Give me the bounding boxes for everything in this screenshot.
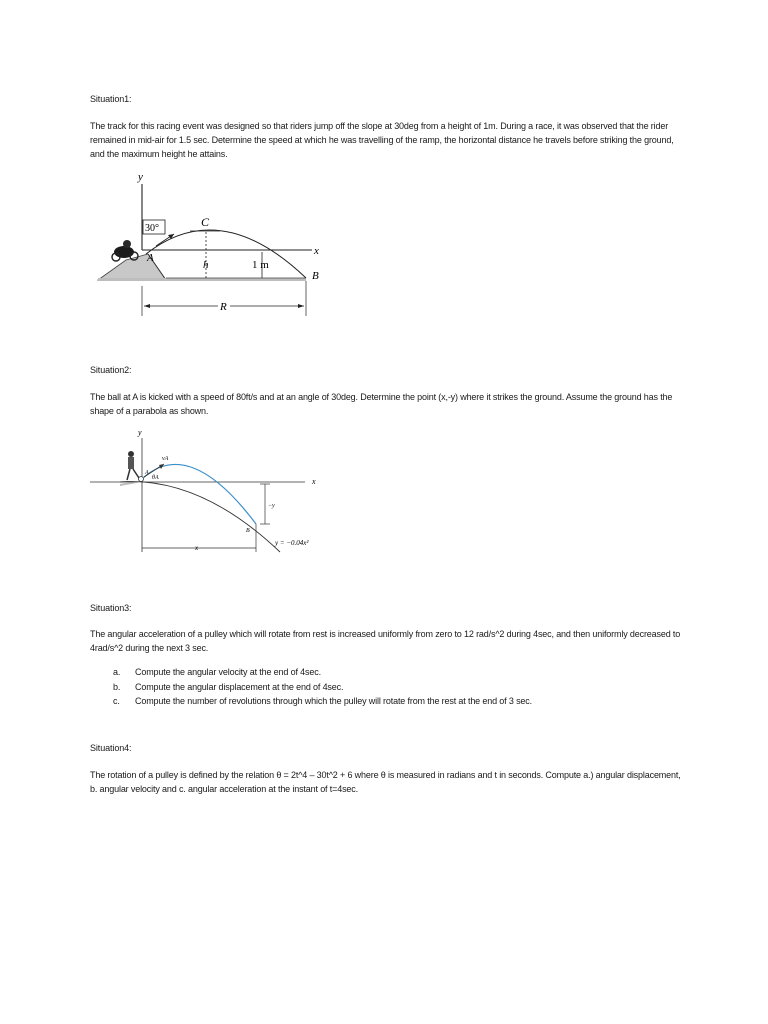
- list-marker: b.: [113, 681, 121, 692]
- fig1-h-label: h: [203, 259, 209, 271]
- fig2-eq-label: y = −0.04x²: [275, 539, 309, 547]
- fig1-c-label: C: [201, 215, 210, 229]
- figure-ramp-jump: [90, 168, 340, 318]
- list-item: [113, 694, 532, 709]
- list-marker: a.: [113, 667, 121, 677]
- ramp-slope: [98, 254, 166, 280]
- fig1-b-label: B: [312, 270, 319, 282]
- fig1-y-label: y: [138, 171, 143, 183]
- fig2-y-label: y: [138, 428, 142, 437]
- situation1-text: The track for this racing event was designed so that riders jump off the slope at 30deg from a height of 1m. During a race, it was observed that the rider remained in mid-air for 1.5 sec. Determine the speed at which he was travelling of the ramp, the horizontal distance he travels before striking the ground, and the maximum height he attains.: [90, 121, 674, 159]
- situation2-text: The ball at A is kicked with a speed of 80ft/s and at an angle of 30deg. Determine the point (x,-y) where it strikes the ground. Assume the ground has the shape of a parabola as shown.: [90, 392, 673, 416]
- list-text: Compute the angular velocity at the end of 4sec.: [135, 667, 321, 677]
- fig2-theta-label: θA: [152, 475, 159, 481]
- situation3-text: The angular acceleration of a pulley which will rotate from rest is increased uniformly from zero to 12 rad/s^2 during 4sec, and then uniformly decreased to 4rad/s^2 during the next 3 sec.: [90, 629, 681, 653]
- fig1-height-label: 1 m: [252, 259, 269, 271]
- fig1-a-label: A: [147, 252, 154, 264]
- fig2-v-label: vA: [162, 456, 169, 462]
- situation4-text: The rotation of a pulley is defined by the relation θ = 2t^4 – 30t^2 + 6 where θ is measured in radians and t in seconds. Compute a.) angular displacement, b. angular velocity and c. angular acceleration at the instant of t=4sec.: [90, 770, 681, 794]
- list-item: [113, 665, 532, 680]
- fig2-x-dim-label: x: [195, 544, 199, 552]
- fig2-x-label: x: [312, 477, 316, 486]
- situation3-heading: Situation3:: [90, 603, 132, 613]
- fig1-angle-label: 30°: [145, 223, 159, 234]
- situation4-heading: Situation4:: [90, 743, 132, 753]
- ball: [139, 477, 144, 482]
- situation3-list: [113, 665, 532, 709]
- list-text: Compute the angular displacement at the end of 4sec.: [135, 681, 344, 692]
- list-item: [113, 680, 532, 695]
- fig2-a-label: A: [145, 470, 149, 476]
- fig1-x-label: x: [314, 245, 319, 257]
- fig2-neg-y-label: −y: [268, 503, 275, 509]
- ball-trajectory: [143, 464, 256, 524]
- situation1-heading: Situation1:: [90, 94, 132, 104]
- list-text: Compute the number of revolutions through which the pulley will rotate from the rest at the end of 3 sec.: [135, 696, 532, 706]
- figure-ball-parabola: [90, 424, 330, 564]
- fig2-b-label: B: [246, 528, 250, 534]
- list-marker: c.: [113, 696, 120, 706]
- kicker-icon: [127, 451, 139, 480]
- situation2-heading: Situation2:: [90, 365, 132, 375]
- fig1-r-label: R: [220, 301, 227, 313]
